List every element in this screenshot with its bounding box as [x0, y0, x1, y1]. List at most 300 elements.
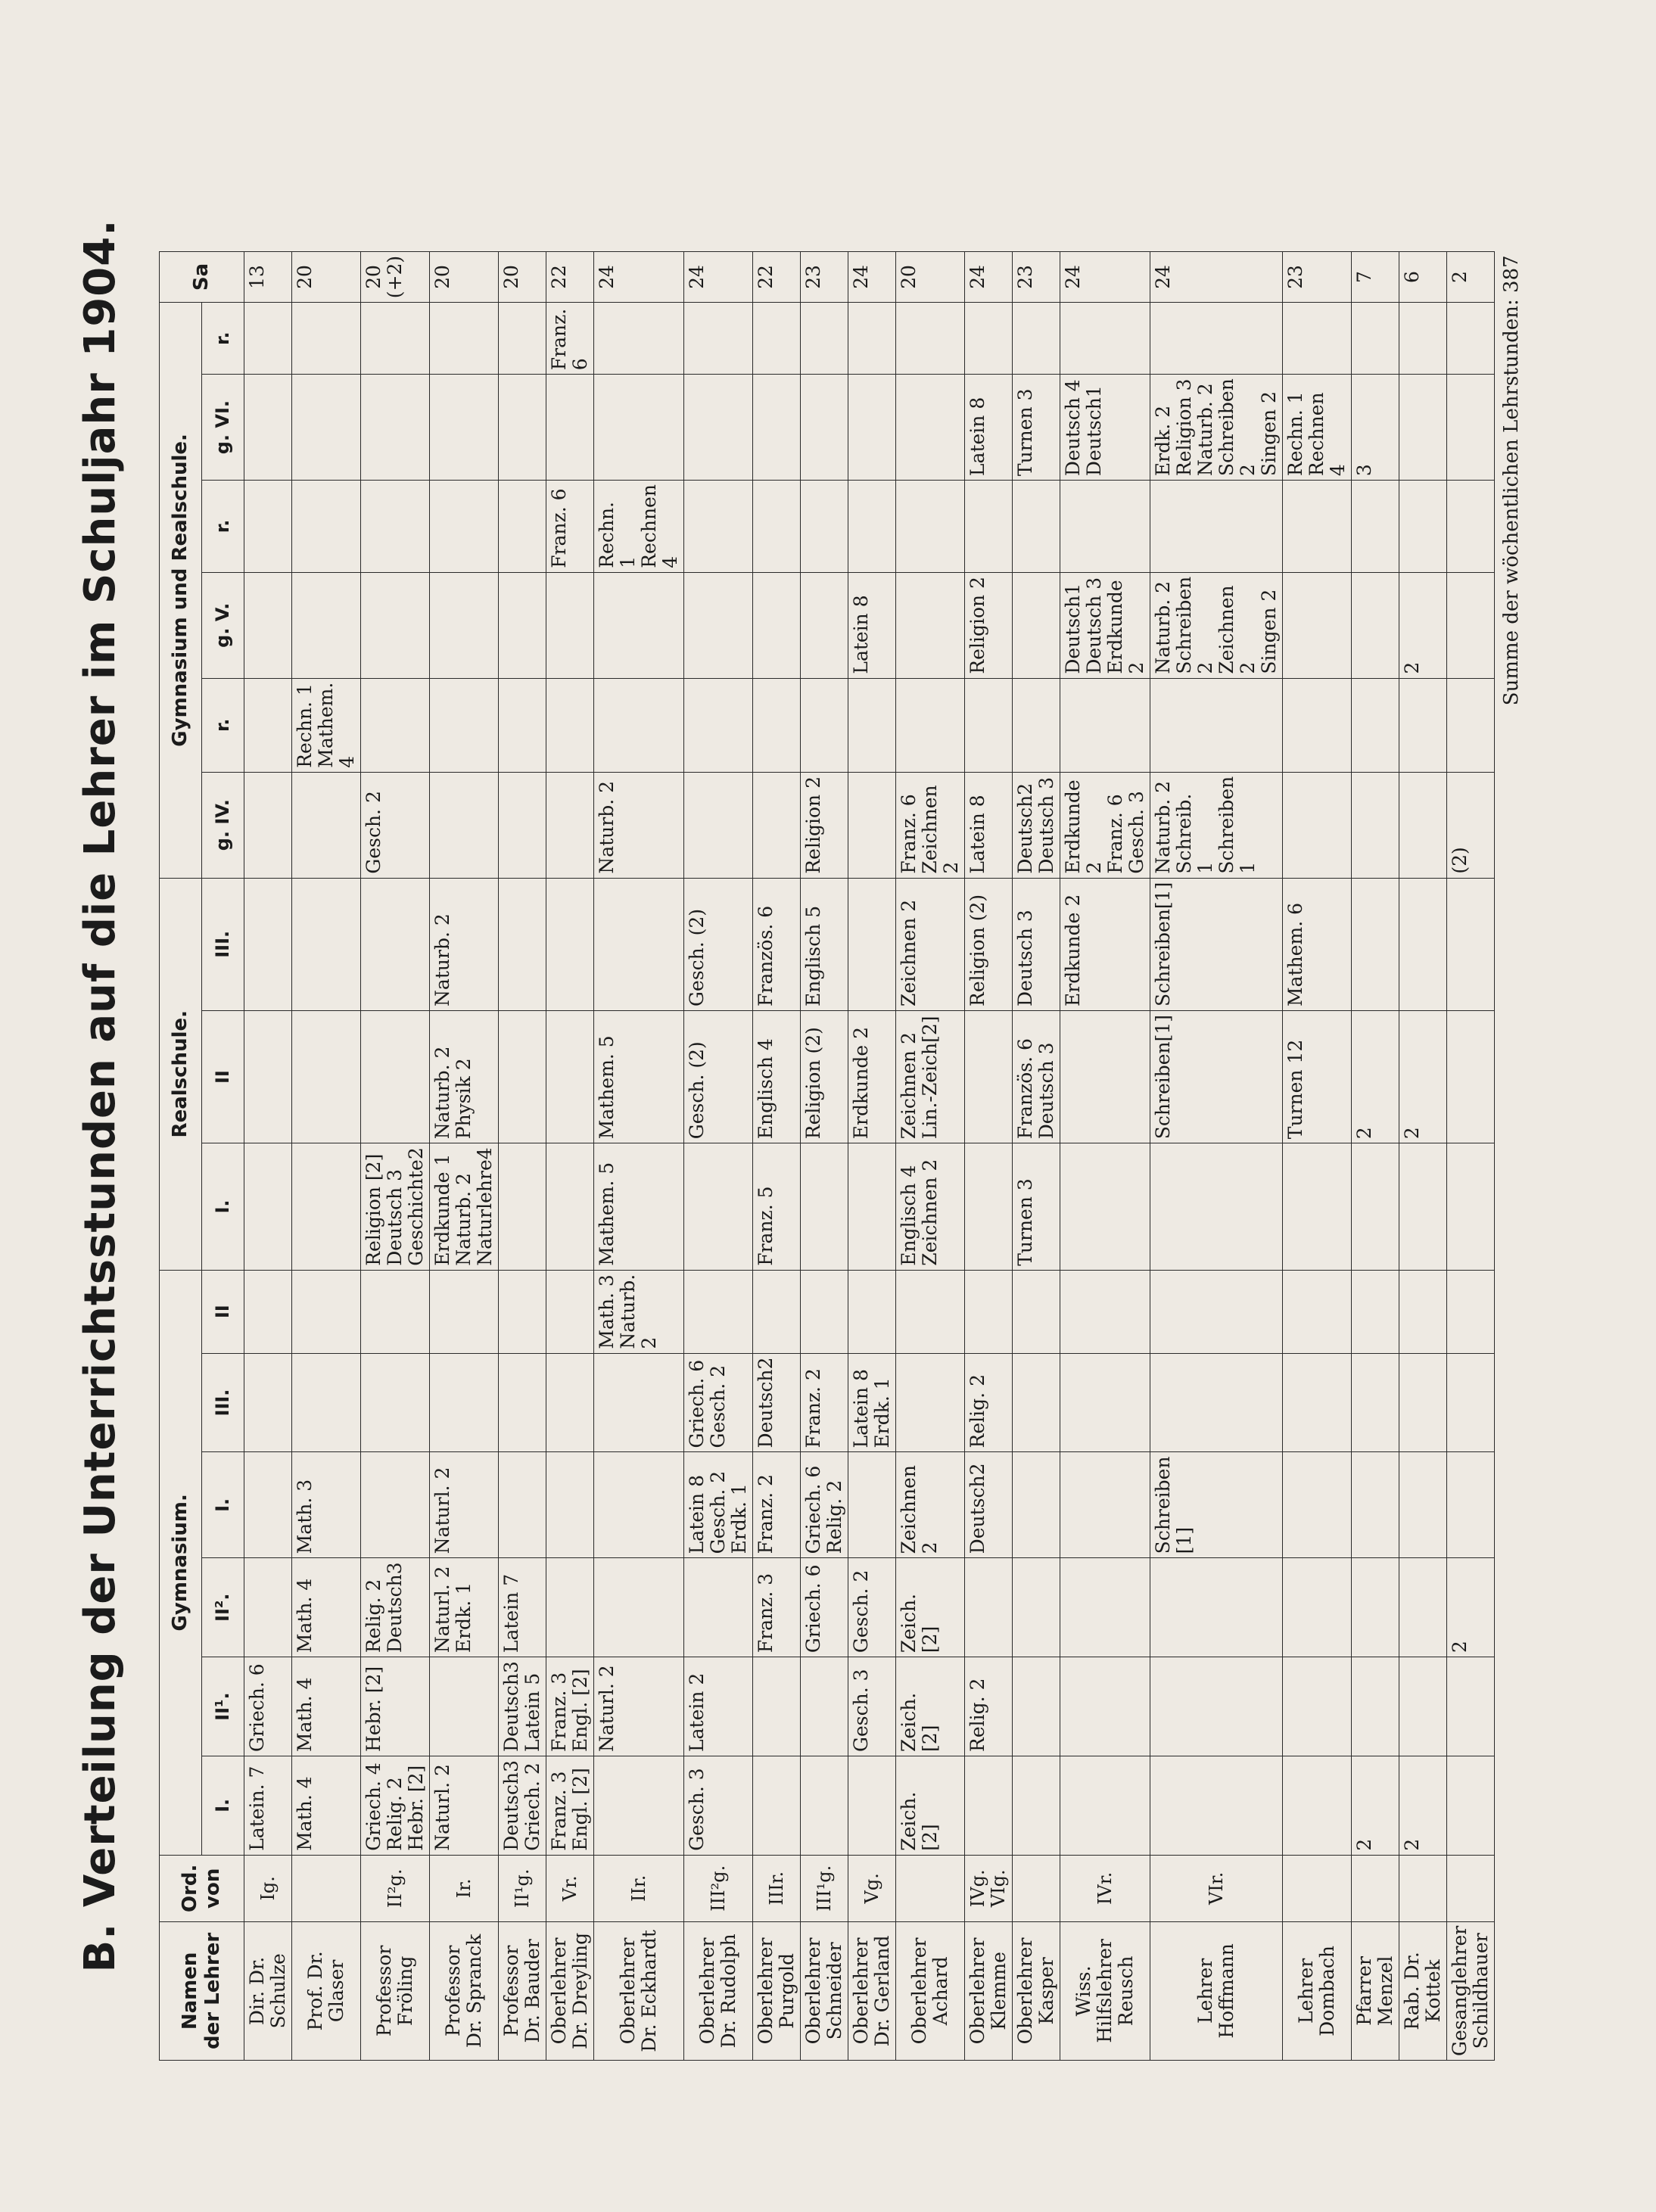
cell-gIII1 — [361, 1452, 430, 1558]
cell-rIII: Englisch 5 — [801, 878, 848, 1010]
table-row — [292, 251, 361, 2060]
table-row — [361, 251, 430, 2060]
cell-vr — [1013, 481, 1060, 573]
table-row — [1352, 251, 1399, 2060]
cell-rI: Turnen 3 — [1013, 1143, 1060, 1271]
header-g-iii3: II — [202, 1270, 244, 1353]
cell-vr — [896, 481, 965, 573]
cell-gIII1 — [1352, 1452, 1399, 1558]
cell-vir — [753, 303, 801, 375]
cell-vg — [594, 572, 684, 678]
cell-gII1: Naturl. 2 — [594, 1657, 684, 1756]
cell-vir — [430, 303, 499, 375]
cell-gIII2 — [896, 1353, 965, 1452]
cell-gI — [1150, 1756, 1283, 1855]
cell-gII1: Gesch. 3 — [848, 1657, 896, 1756]
table-row — [684, 251, 753, 2060]
cell-rIII — [1352, 878, 1399, 1010]
cell-ivg: (2) — [1447, 772, 1495, 878]
cell-vr — [1283, 481, 1352, 573]
cell-gII2: 2 — [1447, 1558, 1495, 1657]
cell-gIII2 — [1447, 1353, 1495, 1452]
cell-vig — [1447, 375, 1495, 481]
cell-name: Rab. Dr. Kottek — [1399, 1921, 1447, 2060]
cell-gII2 — [1150, 1558, 1283, 1657]
cell-ord — [896, 1855, 965, 1921]
cell-vg — [1013, 572, 1060, 678]
cell-ord: III²g. — [684, 1855, 753, 1921]
cell-ivg — [1283, 772, 1352, 878]
cell-gII1: Franz. 3 Engl. [2] — [546, 1657, 594, 1756]
cell-gII1 — [1447, 1657, 1495, 1756]
cell-gIII2 — [594, 1353, 684, 1452]
cell-ivg — [499, 772, 546, 878]
cell-vig — [848, 375, 896, 481]
cell-vig: Deutsch 4 Deutsch1 — [1060, 375, 1150, 481]
cell-gI — [1447, 1756, 1495, 1855]
cell-rII: Schreiben[1] — [1150, 1010, 1283, 1143]
cell-vg — [896, 572, 965, 678]
cell-gII2 — [1013, 1558, 1060, 1657]
header-v-r: r. — [202, 481, 244, 573]
cell-vig: Turnen 3 — [1013, 375, 1060, 481]
group-header-row — [160, 251, 202, 2060]
cell-gI — [1283, 1756, 1352, 1855]
cell-vg — [361, 572, 430, 678]
cell-gII1: Math. 4 — [292, 1657, 361, 1756]
cell-vir — [499, 303, 546, 375]
cell-ivg — [546, 772, 594, 878]
cell-gIII3 — [244, 1270, 292, 1353]
cell-ivr — [1150, 678, 1283, 772]
cell-ivg — [430, 772, 499, 878]
cell-vig — [1399, 375, 1447, 481]
table-row — [430, 251, 499, 2060]
cell-name: Lehrer Dombach — [1283, 1921, 1352, 2060]
cell-ivr — [1447, 678, 1495, 772]
cell-rI — [1399, 1143, 1447, 1271]
cell-gIII1 — [1060, 1452, 1150, 1558]
cell-rIII — [361, 878, 430, 1010]
cell-rII: Englisch 4 — [753, 1010, 801, 1143]
cell-ord: VIr. — [1150, 1855, 1283, 1921]
cell-ivr: Rechn. 1 Mathem. 4 — [292, 678, 361, 772]
cell-gI — [753, 1756, 801, 1855]
cell-vir — [1352, 303, 1399, 375]
header-v-label: V. — [212, 602, 234, 622]
cell-gI — [594, 1756, 684, 1855]
table-row — [848, 251, 896, 2060]
cell-vig — [546, 375, 594, 481]
cell-ord: IIr. — [594, 1855, 684, 1921]
cell-gIII3 — [684, 1270, 753, 1353]
cell-rI — [1447, 1143, 1495, 1271]
cell-ivg: Franz. 6 Zeichnen 2 — [896, 772, 965, 878]
footer-row — [1495, 251, 1537, 2060]
cell-gII1: Griech. 6 — [244, 1657, 292, 1756]
cell-gII2 — [1399, 1558, 1447, 1657]
cell-name: Professor Fröling — [361, 1921, 430, 2060]
cell-ivg — [1399, 772, 1447, 878]
cell-sa: 24 — [965, 251, 1013, 302]
cell-gII1: Latein 2 — [684, 1657, 753, 1756]
cell-gIII3 — [801, 1270, 848, 1353]
cell-gII2 — [965, 1558, 1013, 1657]
cell-gII1 — [1352, 1657, 1399, 1756]
header-realschule: Realschule. — [160, 878, 202, 1270]
cell-sa: 23 — [1013, 251, 1060, 302]
cell-ivr — [684, 678, 753, 772]
cell-vr — [753, 481, 801, 573]
cell-sa: 20 — [292, 251, 361, 302]
cell-gIII3 — [361, 1270, 430, 1353]
cell-gIII2 — [1060, 1353, 1150, 1452]
header-g-iii1: I. — [202, 1452, 244, 1558]
cell-gIII1: Latein 8 Gesch. 2 Erdk. 1 — [684, 1452, 753, 1558]
cell-vr — [1352, 481, 1399, 573]
cell-rIII: Zeichnen 2 — [896, 878, 965, 1010]
cell-gIII1: Math. 3 — [292, 1452, 361, 1558]
cell-gIII3 — [499, 1270, 546, 1353]
cell-gIII2: Griech. 6 Gesch. 2 — [684, 1353, 753, 1452]
cell-rII: Naturb. 2 Physik 2 — [430, 1010, 499, 1143]
cell-gI — [1013, 1756, 1060, 1855]
cell-ivg — [684, 772, 753, 878]
cell-sa: 13 — [244, 251, 292, 302]
cell-vir — [244, 303, 292, 375]
cell-gI — [801, 1756, 848, 1855]
cell-name: Wiss. Hilfslehrer Reusch — [1060, 1921, 1150, 2060]
cell-gI: Math. 4 — [292, 1756, 361, 1855]
cell-ord: II¹g. — [499, 1855, 546, 1921]
cell-ivg: Naturb. 2 — [594, 772, 684, 878]
cell-vir — [1060, 303, 1150, 375]
cell-vir — [896, 303, 965, 375]
cell-ivr — [801, 678, 848, 772]
cell-name: Gesanglehrer Schildhauer — [1447, 1921, 1495, 2060]
table-row — [1150, 251, 1283, 2060]
cell-sa: 20 — [896, 251, 965, 302]
cell-gIII2 — [430, 1353, 499, 1452]
cell-gII2: Relig. 2 Deutsch3 — [361, 1558, 430, 1657]
cell-ord: II²g. — [361, 1855, 430, 1921]
header-g-ii2: II². — [202, 1558, 244, 1657]
cell-ord: IIIr. — [753, 1855, 801, 1921]
cell-gIII2 — [1013, 1353, 1060, 1452]
cell-ord — [1447, 1855, 1495, 1921]
cell-vig — [361, 375, 430, 481]
header-v-g-label: g. — [212, 627, 234, 648]
cell-vig: Erdk. 2 Religion 3 Naturb. 2 Schreiben 2 Singen 2 — [1150, 375, 1283, 481]
cell-gII1 — [801, 1657, 848, 1756]
cell-gII1 — [1060, 1657, 1150, 1756]
header-sa: Sa — [160, 251, 244, 302]
cell-vg — [801, 572, 848, 678]
cell-gI — [965, 1756, 1013, 1855]
cell-ivg: Religion 2 — [801, 772, 848, 878]
cell-rIII — [499, 878, 546, 1010]
cell-name: Oberlehrer Schneider — [801, 1921, 848, 2060]
cell-name: Professor Dr. Bauder — [499, 1921, 546, 2060]
cell-gIII3 — [1150, 1270, 1283, 1353]
cell-rI — [1352, 1143, 1399, 1271]
cell-ivg: Deutsch2 Deutsch 3 — [1013, 772, 1060, 878]
cell-gII2: Naturl. 2 Erdk. 1 — [430, 1558, 499, 1657]
cell-ord — [1013, 1855, 1060, 1921]
cell-name: Oberlehrer Dr. Eckhardt — [594, 1921, 684, 2060]
cell-gII2: Latein 7 — [499, 1558, 546, 1657]
cell-rI — [801, 1143, 848, 1271]
header-vi-g-label: g. — [212, 434, 234, 455]
cell-ivg — [753, 772, 801, 878]
cell-rI: Englisch 4 Zeichnen 2 — [896, 1143, 965, 1271]
cell-gI — [1060, 1756, 1150, 1855]
cell-gIII1 — [594, 1452, 684, 1558]
cell-vg: Deutsch1 Deutsch 3 Erdkunde 2 — [1060, 572, 1150, 678]
cell-rI — [684, 1143, 753, 1271]
cell-vig — [753, 375, 801, 481]
cell-gIII1: Schreiben [1] — [1150, 1452, 1283, 1558]
cell-rIII: Religion (2) — [965, 878, 1013, 1010]
cell-sa: 20 — [430, 251, 499, 302]
cell-gIII2 — [1352, 1353, 1399, 1452]
cell-rI: Mathem. 5 — [594, 1143, 684, 1271]
table-row — [1013, 251, 1060, 2060]
cell-vr — [1150, 481, 1283, 573]
cell-rIII: Schreiben[1] — [1150, 878, 1283, 1010]
cell-gIII3 — [1447, 1270, 1495, 1353]
cell-name: Oberlehrer Achard — [896, 1921, 965, 2060]
cell-ord: Vg. — [848, 1855, 896, 1921]
cell-sa: 20 (+2) — [361, 251, 430, 302]
cell-ivr — [1060, 678, 1150, 772]
cell-vg — [292, 572, 361, 678]
cell-rI: Franz. 5 — [753, 1143, 801, 1271]
cell-gIII2 — [546, 1353, 594, 1452]
cell-gII1 — [1013, 1657, 1060, 1756]
cell-vig: Rechn. 1 Rechnen 4 — [1283, 375, 1352, 481]
cell-gII2: Zeich. [2] — [896, 1558, 965, 1657]
cell-gIII3 — [965, 1270, 1013, 1353]
cell-vir — [1150, 303, 1283, 375]
cell-gIII1 — [1399, 1452, 1447, 1558]
cell-ivr — [244, 678, 292, 772]
cell-sa: 22 — [753, 251, 801, 302]
cell-ivr — [1013, 678, 1060, 772]
cell-ivr — [1352, 678, 1399, 772]
cell-gII2 — [1352, 1558, 1399, 1657]
cell-gI: Zeich. [2] — [896, 1756, 965, 1855]
cell-rIII: Französ. 6 — [753, 878, 801, 1010]
cell-ord: Ir. — [430, 1855, 499, 1921]
cell-vig — [292, 375, 361, 481]
cell-sa: 2 — [1447, 251, 1495, 302]
cell-vg: Naturb. 2 Schreiben 2 Zeichnen 2 Singen 2 — [1150, 572, 1283, 678]
cell-gIII1: Zeichnen 2 — [896, 1452, 965, 1558]
cell-gII2 — [546, 1558, 594, 1657]
header-r-ii: II — [202, 1010, 244, 1143]
cell-rI: Religion [2] Deutsch 3 Geschichte2 — [361, 1143, 430, 1271]
cell-vr — [848, 481, 896, 573]
cell-gIII3 — [1013, 1270, 1060, 1353]
cell-sa: 24 — [1150, 251, 1283, 302]
cell-gI: Latein. 7 — [244, 1756, 292, 1855]
cell-vir — [848, 303, 896, 375]
cell-name: Oberlehrer Klemme — [965, 1921, 1013, 2060]
cell-gII1 — [1150, 1657, 1283, 1756]
cell-sa: 24 — [1060, 251, 1150, 302]
cell-name: Pfarrer Menzel — [1352, 1921, 1399, 2060]
cell-ivg — [848, 772, 896, 878]
cell-vr — [292, 481, 361, 573]
cell-rI — [1060, 1143, 1150, 1271]
cell-rI — [546, 1143, 594, 1271]
cell-gIII3 — [1060, 1270, 1150, 1353]
cell-gIII1 — [1283, 1452, 1352, 1558]
cell-rII: Französ. 6 Deutsch 3 — [1013, 1010, 1060, 1143]
table-row — [801, 251, 848, 2060]
cell-vig — [801, 375, 848, 481]
cell-name: Oberlehrer Dr. Rudolph — [684, 1921, 753, 2060]
header-g-iii2: III. — [202, 1353, 244, 1452]
cell-rI — [848, 1143, 896, 1271]
cell-rII — [546, 1010, 594, 1143]
header-g-i: I. — [202, 1756, 244, 1855]
cell-rI — [1150, 1143, 1283, 1271]
cell-gI: Gesch. 3 — [684, 1756, 753, 1855]
cell-gIII1 — [1013, 1452, 1060, 1558]
cell-gIII3 — [753, 1270, 801, 1353]
cell-ord: IVg. VIg. — [965, 1855, 1013, 1921]
cell-gI: Franz. 3 Engl. [2] — [546, 1756, 594, 1855]
cell-vr — [1060, 481, 1150, 573]
cell-rI — [244, 1143, 292, 1271]
header-vi-g — [202, 375, 244, 481]
cell-rII — [292, 1010, 361, 1143]
cell-gIII1 — [848, 1452, 896, 1558]
cell-gIII2: Deutsch2 — [753, 1353, 801, 1452]
cell-rIII — [1399, 878, 1447, 1010]
teacher-hours-table — [159, 251, 1537, 2061]
header-vi-label: VI. — [212, 400, 234, 428]
cell-rI — [965, 1143, 1013, 1271]
cell-sa: 6 — [1399, 251, 1447, 302]
cell-rIII: Erdkunde 2 — [1060, 878, 1150, 1010]
cell-vr — [499, 481, 546, 573]
cell-sa: 24 — [594, 251, 684, 302]
cell-vig — [430, 375, 499, 481]
header-gym-real: Gymnasium und Realschule. — [160, 303, 202, 878]
cell-sa: 22 — [546, 251, 594, 302]
cell-vg — [546, 572, 594, 678]
cell-rI: Erdkunde 1 Naturb. 2 Naturlehre4 — [430, 1143, 499, 1271]
cell-vir — [594, 303, 684, 375]
cell-ivg — [1352, 772, 1399, 878]
cell-gII2 — [244, 1558, 292, 1657]
cell-gII2 — [684, 1558, 753, 1657]
cell-ord — [1352, 1855, 1399, 1921]
cell-gIII3 — [1283, 1270, 1352, 1353]
cell-rIII: Deutsch 3 — [1013, 878, 1060, 1010]
cell-sa: 23 — [801, 251, 848, 302]
cell-vig — [594, 375, 684, 481]
cell-vr — [361, 481, 430, 573]
cell-gIII2 — [1399, 1353, 1447, 1452]
cell-gIII2: Latein 8 Erdk. 1 — [848, 1353, 896, 1452]
table-row — [499, 251, 546, 2060]
table-row — [1399, 251, 1447, 2060]
cell-gII1: Relig. 2 — [965, 1657, 1013, 1756]
cell-vig — [244, 375, 292, 481]
cell-gIII2 — [244, 1353, 292, 1452]
cell-vr: Rechn. 1 Rechnen 4 — [594, 481, 684, 573]
header-r-i: I. — [202, 1143, 244, 1271]
page-title: B. Verteilung der Unterrichtsstunden auf die Lehrer im Schuljahr 1904. — [76, 219, 125, 1973]
table-row — [1060, 251, 1150, 2060]
cell-rII — [499, 1010, 546, 1143]
cell-gIII2 — [1150, 1353, 1283, 1452]
cell-vg: 2 — [1399, 572, 1447, 678]
cell-gIII2 — [292, 1353, 361, 1452]
table-row — [1447, 251, 1495, 2060]
cell-rIII — [1447, 878, 1495, 1010]
cell-gII2 — [1060, 1558, 1150, 1657]
cell-rIII — [848, 878, 896, 1010]
cell-name: Oberlehrer Purgold — [753, 1921, 801, 2060]
cell-gIII2 — [499, 1353, 546, 1452]
cell-ivr — [896, 678, 965, 772]
cell-gIII3 — [1352, 1270, 1399, 1353]
total-hours: Summe der wöchentlichen Lehrstunden: 387 — [1500, 255, 1523, 706]
cell-gII2: Franz. 3 — [753, 1558, 801, 1657]
cell-sa: 7 — [1352, 251, 1399, 302]
cell-gIII1: Naturl. 2 — [430, 1452, 499, 1558]
cell-vir — [1013, 303, 1060, 375]
cell-gII2 — [1283, 1558, 1352, 1657]
cell-vg — [499, 572, 546, 678]
cell-rII: Religion (2) — [801, 1010, 848, 1143]
cell-rIII: Naturb. 2 — [430, 878, 499, 1010]
cell-ivg: Gesch. 2 — [361, 772, 430, 878]
cell-gIII3 — [546, 1270, 594, 1353]
cell-vr — [801, 481, 848, 573]
cell-rII: Mathem. 5 — [594, 1010, 684, 1143]
cell-rII — [965, 1010, 1013, 1143]
cell-gIII3: Math. 3 Naturb. 2 — [594, 1270, 684, 1353]
cell-vr — [965, 481, 1013, 573]
cell-rIII — [594, 878, 684, 1010]
cell-sa: 24 — [848, 251, 896, 302]
table-row — [594, 251, 684, 2060]
cell-gIII2 — [361, 1353, 430, 1452]
cell-vir — [1447, 303, 1495, 375]
cell-ivg: Erdkunde 2 Franz. 6 Gesch. 3 — [1060, 772, 1150, 878]
cell-rII: Gesch. (2) — [684, 1010, 753, 1143]
table-row — [965, 251, 1013, 2060]
cell-ord — [292, 1855, 361, 1921]
cell-rII: 2 — [1352, 1010, 1399, 1143]
header-ord: Ord. von — [160, 1855, 244, 1921]
cell-ivr — [546, 678, 594, 772]
header-gymnasium: Gymnasium. — [160, 1270, 202, 1855]
cell-ord: Ig. — [244, 1855, 292, 1921]
cell-gII2 — [594, 1558, 684, 1657]
cell-vr — [244, 481, 292, 573]
cell-rII — [244, 1010, 292, 1143]
cell-ivr — [1399, 678, 1447, 772]
cell-gII2: Math. 4 — [292, 1558, 361, 1657]
cell-gIII2 — [1283, 1353, 1352, 1452]
